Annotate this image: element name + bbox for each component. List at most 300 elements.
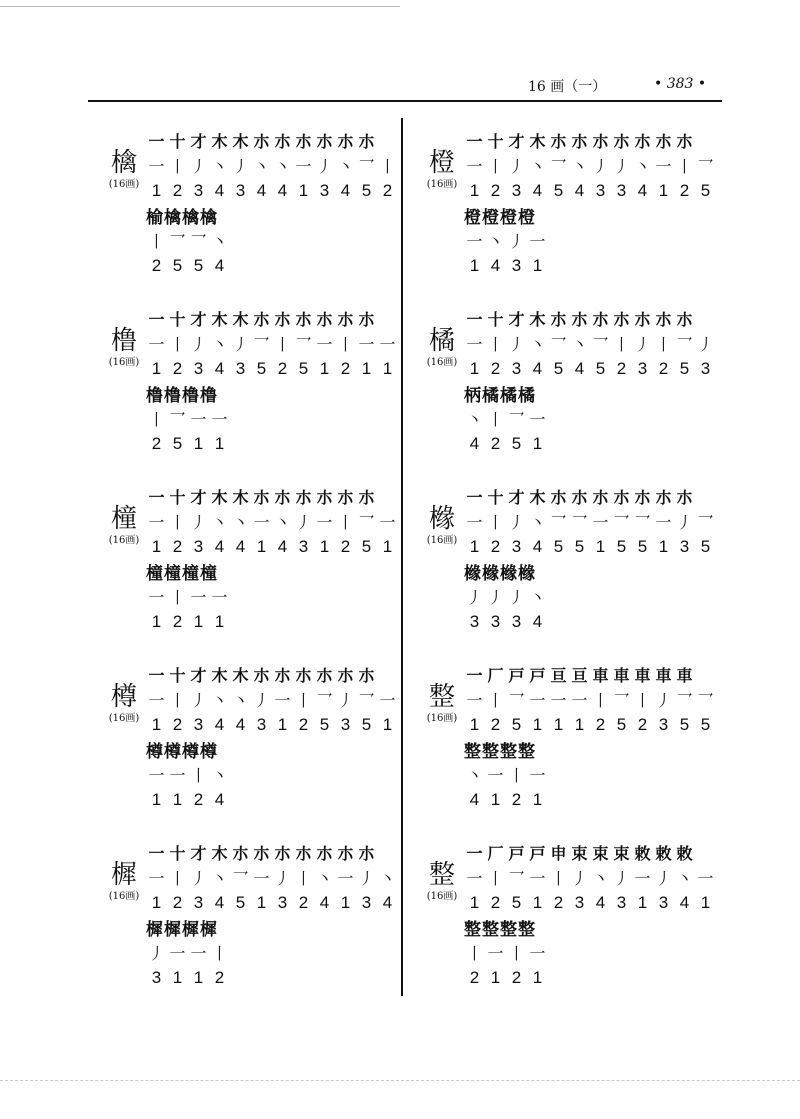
stroke-number-row [146,712,396,737]
stroke-number: 1 [256,892,267,912]
stroke-number: 4 [490,255,501,275]
stroke-progression-glyph: 朩 [358,666,375,685]
stroke-progression-glyph: 亘 [571,666,588,685]
stroke-progression-glyph: 戸 [508,844,525,863]
stroke-progression-glyph: 朩 [358,310,375,329]
stroke-number: 3 [235,180,246,200]
stroke-number: 2 [490,536,501,556]
stroke-number-row [146,534,396,559]
stroke-glyph: 丨 [169,691,186,710]
stroke-number: 3 [595,180,606,200]
stroke-glyph: 一 [316,513,333,532]
stroke-glyph: 一 [379,691,396,710]
stroke-number: 1 [340,892,351,912]
stroke-number: 1 [469,255,480,275]
stroke-progression-glyph: 朩 [253,488,270,507]
stroke-glyph: 一 [466,691,483,710]
stroke-glyph: 一 [550,691,567,710]
stroke-glyph: 丶 [274,157,291,176]
stroke-progression-glyph: 一 [466,310,483,329]
stroke-progression-glyph: 束 [613,844,630,863]
stroke-progression-continued: 整整整整 [464,742,536,762]
stroke-glyph: 丶 [529,513,546,532]
character-entry [96,484,396,662]
stroke-glyph: 乛 [508,410,525,429]
stroke-glyph: 乛 [697,691,714,710]
stroke-glyph: 一 [253,513,270,532]
stroke-order-row [146,331,396,356]
stroke-number: 1 [193,611,204,631]
stroke-progression-glyph: 朩 [274,488,291,507]
stroke-number: 4 [382,892,393,912]
stroke-number: 1 [637,892,648,912]
stroke-number: 2 [298,892,309,912]
stroke-glyph: 丶 [529,588,546,607]
stroke-progression-row [464,662,714,687]
stroke-progression-continued: 整整整整 [464,920,536,940]
stroke-glyph: 乛 [613,513,630,532]
stroke-order-row [146,865,396,890]
stroke-progression-continued: 橼橼橼橼 [464,564,536,584]
stroke-number: 5 [595,358,606,378]
stroke-glyph: 一 [148,691,165,710]
stroke-progression-glyph: 車 [676,666,693,685]
stroke-number: 3 [277,892,288,912]
stroke-number: 3 [340,714,351,734]
stroke-number: 5 [700,180,711,200]
stroke-order-row-continued [464,406,714,431]
entry-head [420,504,464,548]
stroke-glyph: 丨 [190,766,207,785]
stroke-glyph: 丨 [508,766,525,785]
stroke-number: 2 [151,255,162,275]
stroke-progression-glyph: 朩 [295,132,312,151]
stroke-glyph: 乛 [190,232,207,251]
entry-head [420,326,464,370]
stroke-count: (16画) [426,179,458,190]
stroke-number: 1 [532,255,543,275]
stroke-order-row-continued [464,940,714,965]
stroke-glyph: 乛 [634,513,651,532]
stroke-number: 1 [151,611,162,631]
stroke-number: 3 [193,536,204,556]
stroke-glyph: 乛 [676,335,693,354]
stroke-number: 1 [532,967,543,987]
stroke-number: 2 [340,536,351,556]
stroke-number: 5 [172,255,183,275]
stroke-progression-glyph: 木 [529,310,546,329]
stroke-glyph: 丿 [697,335,714,354]
stroke-progression-row [146,128,396,153]
stroke-number: 3 [193,180,204,200]
stroke-glyph: 乛 [508,691,525,710]
stroke-number: 4 [214,789,225,809]
stroke-number: 4 [637,180,648,200]
entry-character: 橼 [428,504,455,534]
stroke-progression-glyph: 才 [190,310,207,329]
stroke-progression-glyph: 木 [211,666,228,685]
stroke-glyph: 丶 [529,157,546,176]
stroke-glyph: 丶 [211,691,228,710]
stroke-progression-glyph: 朩 [295,666,312,685]
stroke-glyph: 丨 [592,691,609,710]
stroke-glyph: 一 [148,157,165,176]
stroke-count: (16画) [108,179,140,190]
stroke-glyph: 丿 [190,691,207,710]
stroke-progression-glyph: 朩 [571,310,588,329]
stroke-number: 4 [532,611,543,631]
stroke-number: 3 [658,714,669,734]
stroke-glyph: 乛 [676,691,693,710]
stroke-progression-glyph: 一 [148,488,165,507]
stroke-glyph: 丿 [634,335,651,354]
stroke-order-row [464,509,714,534]
stroke-glyph: 丶 [529,335,546,354]
stroke-glyph: 丨 [148,410,165,429]
stroke-glyph: 丨 [148,232,165,251]
stroke-number: 5 [553,358,564,378]
stroke-order-row-continued [146,762,396,787]
stroke-number: 1 [319,536,330,556]
stroke-progression-glyph: 十 [487,132,504,151]
entry-body [146,484,396,634]
character-entry [414,840,714,1018]
stroke-progression-glyph: 朩 [253,310,270,329]
stroke-number: 3 [490,611,501,631]
stroke-number: 1 [595,536,606,556]
entry-head [102,326,146,370]
stroke-number: 3 [319,180,330,200]
stroke-number: 5 [616,536,627,556]
stroke-glyph: 丿 [274,869,291,888]
stroke-progression-glyph: 敕 [676,844,693,863]
stroke-number: 4 [214,255,225,275]
stroke-progression-glyph: 朩 [274,666,291,685]
stroke-number: 2 [172,611,183,631]
stroke-number: 2 [298,714,309,734]
stroke-glyph: 乛 [697,513,714,532]
stroke-glyph: 一 [487,766,504,785]
stroke-number: 3 [193,892,204,912]
stroke-progression-glyph: 木 [211,844,228,863]
stroke-progression-glyph: 朩 [676,310,693,329]
character-entry [414,662,714,840]
stroke-glyph: 乛 [550,513,567,532]
stroke-number-row [146,356,396,381]
entry-character: 橙 [428,148,455,178]
right-column [414,128,714,1018]
stroke-number: 3 [511,358,522,378]
stroke-number: 2 [616,358,627,378]
stroke-progression-glyph: 朩 [550,132,567,151]
stroke-glyph: 乛 [358,513,375,532]
stroke-progression-continued: 柄橘橘橘 [464,386,536,406]
stroke-order-row-continued [464,228,714,253]
stroke-number: 2 [172,358,183,378]
stroke-progression-glyph: 車 [613,666,630,685]
entry-character: 橘 [428,326,455,356]
stroke-progression-glyph: 才 [190,488,207,507]
stroke-progression-continued: 榆檎檎檎 [146,208,218,228]
stroke-number: 4 [574,358,585,378]
stroke-progression-glyph: 十 [169,132,186,151]
stroke-progression-glyph: 木 [211,310,228,329]
stroke-order-row [464,331,714,356]
stroke-glyph: 丿 [337,691,354,710]
stroke-progression-glyph: 木 [232,310,249,329]
stroke-glyph: 丿 [508,335,525,354]
stroke-progression-glyph: 一 [466,132,483,151]
stroke-progression-row [464,840,714,865]
stroke-glyph: 一 [487,944,504,963]
stroke-glyph: 一 [529,410,546,429]
stroke-progression-glyph: 朩 [613,310,630,329]
stroke-number: 4 [574,180,585,200]
stroke-number: 1 [469,536,480,556]
stroke-glyph: 一 [529,691,546,710]
entry-head [420,860,464,904]
stroke-glyph: 丨 [169,513,186,532]
stroke-glyph: 乛 [295,335,312,354]
stroke-glyph: 一 [337,869,354,888]
stroke-number: 3 [658,892,669,912]
stroke-glyph: 丶 [487,232,504,251]
stroke-progression-glyph: 朩 [655,132,672,151]
stroke-number: 3 [574,892,585,912]
stroke-glyph: 丨 [487,157,504,176]
stroke-glyph: 丨 [634,691,651,710]
stroke-progression-glyph: 朩 [337,310,354,329]
stroke-number-row-continued [146,787,396,812]
stroke-number: 3 [151,967,162,987]
stroke-number: 1 [382,714,393,734]
stroke-number: 4 [235,714,246,734]
stroke-order-row [146,509,396,534]
stroke-progression-row [146,306,396,331]
stroke-progression-glyph: 朩 [655,488,672,507]
stroke-progression-glyph: 朩 [274,310,291,329]
stroke-number-row [464,178,714,203]
stroke-glyph: 一 [148,513,165,532]
entry-body [146,306,396,456]
stroke-progression-glyph: 亘 [550,666,567,685]
stroke-progression-glyph: 才 [190,666,207,685]
stroke-number: 1 [532,433,543,453]
stroke-glyph: 丿 [148,944,165,963]
stroke-progression-glyph: 朩 [634,488,651,507]
stroke-number: 3 [616,180,627,200]
stroke-glyph: 乛 [169,232,186,251]
stroke-glyph: 乛 [232,869,249,888]
stroke-number: 1 [469,892,480,912]
character-entry [96,128,396,306]
stroke-progression-glyph: 朩 [571,132,588,151]
stroke-number: 1 [151,536,162,556]
stroke-progression-glyph: 朩 [295,310,312,329]
stroke-progression-glyph: 十 [169,666,186,685]
stroke-number: 1 [256,536,267,556]
stroke-glyph: 丨 [487,691,504,710]
stroke-progression-glyph: 朩 [337,666,354,685]
stroke-progression-glyph: 朩 [295,844,312,863]
stroke-count: (16画) [108,357,140,368]
stroke-number: 2 [469,967,480,987]
stroke-glyph: 一 [655,157,672,176]
stroke-progression-continued: 橹橹橹橹 [146,386,218,406]
stroke-number-row-continued [146,431,396,456]
stroke-glyph: 丶 [466,766,483,785]
stroke-number: 1 [361,358,372,378]
stroke-number: 2 [172,892,183,912]
stroke-number: 4 [469,433,480,453]
stroke-count: (16画) [108,891,140,902]
stroke-glyph: 丿 [508,232,525,251]
stroke-number: 2 [595,714,606,734]
stroke-glyph: 丶 [592,869,609,888]
stroke-progression-glyph: 朩 [337,488,354,507]
column-divider [401,118,403,996]
stroke-glyph: 丶 [571,157,588,176]
stroke-progression-continued: 樽樽樽樽 [146,742,218,762]
stroke-glyph: 一 [466,335,483,354]
stroke-glyph: 丶 [571,335,588,354]
stroke-progression-glyph: 木 [529,132,546,151]
stroke-number: 1 [658,536,669,556]
stroke-number-row-continued [146,253,396,278]
stroke-number: 1 [469,180,480,200]
entry-head [420,148,464,192]
stroke-number: 1 [151,892,162,912]
stroke-glyph: 一 [529,232,546,251]
stroke-number: 4 [340,180,351,200]
stroke-number: 1 [214,611,225,631]
bottom-edge-line [0,1080,800,1081]
stroke-progression-glyph: 車 [634,666,651,685]
stroke-glyph: 丿 [676,513,693,532]
entry-character: 樨 [110,860,137,890]
header-title: 16 画（一） [528,79,607,95]
stroke-order-row [146,153,396,178]
stroke-glyph: 一 [466,232,483,251]
stroke-glyph: 一 [316,335,333,354]
entry-body [464,484,714,634]
stroke-glyph: 丶 [676,869,693,888]
stroke-glyph: 丨 [169,335,186,354]
stroke-number: 5 [553,536,564,556]
stroke-progression-glyph: 朩 [613,132,630,151]
stroke-number: 5 [637,536,648,556]
stroke-glyph: 丨 [487,335,504,354]
stroke-number: 1 [469,714,480,734]
stroke-glyph: 丿 [508,157,525,176]
stroke-order-row [464,153,714,178]
stroke-glyph: 丿 [613,157,630,176]
stroke-number: 2 [490,433,501,453]
stroke-glyph: 丨 [169,157,186,176]
stroke-glyph: 丿 [592,157,609,176]
stroke-number: 4 [214,536,225,556]
stroke-glyph: 丿 [190,157,207,176]
entry-head [420,682,464,726]
stroke-glyph: 丶 [316,869,333,888]
stroke-glyph: 丿 [316,157,333,176]
stroke-glyph: 一 [634,869,651,888]
stroke-glyph: 一 [148,335,165,354]
stroke-progression-glyph: 木 [232,666,249,685]
stroke-number: 3 [700,358,711,378]
stroke-glyph: 丶 [232,691,249,710]
stroke-number: 1 [277,714,288,734]
stroke-number: 4 [214,180,225,200]
stroke-number: 1 [574,714,585,734]
stroke-number: 3 [256,714,267,734]
stroke-glyph: 一 [697,869,714,888]
stroke-progression-glyph: 朩 [232,844,249,863]
stroke-progression-continued: 橦橦橦橦 [146,564,218,584]
stroke-number: 1 [172,789,183,809]
stroke-number: 2 [151,433,162,453]
stroke-glyph: 丶 [211,335,228,354]
stroke-progression-glyph: 才 [190,132,207,151]
stroke-glyph: 丿 [508,588,525,607]
stroke-progression-glyph: 才 [508,488,525,507]
stroke-progression-glyph: 朩 [316,844,333,863]
stroke-glyph: 一 [571,691,588,710]
stroke-number: 2 [679,180,690,200]
stroke-progression-glyph: 朩 [613,488,630,507]
stroke-number: 4 [532,358,543,378]
stroke-glyph: 一 [169,766,186,785]
stroke-progression-glyph: 木 [529,488,546,507]
stroke-progression-glyph: 敕 [655,844,672,863]
stroke-glyph: 一 [148,588,165,607]
stroke-number: 4 [277,536,288,556]
stroke-number: 5 [319,714,330,734]
stroke-number: 3 [511,611,522,631]
stroke-glyph: 丿 [571,869,588,888]
stroke-progression-glyph: 朩 [358,132,375,151]
stroke-number: 2 [658,358,669,378]
stroke-number: 2 [340,358,351,378]
stroke-count: (16画) [426,891,458,902]
stroke-progression-glyph: 十 [169,310,186,329]
stroke-count: (16画) [426,357,458,368]
stroke-glyph: 丨 [466,944,483,963]
stroke-number: 1 [151,180,162,200]
stroke-glyph: 丶 [466,410,483,429]
stroke-glyph: 乛 [550,335,567,354]
stroke-number: 2 [511,789,522,809]
stroke-glyph: 一 [190,588,207,607]
stroke-progression-glyph: 朩 [253,666,270,685]
stroke-progression-row [464,306,714,331]
stroke-glyph: 丨 [508,944,525,963]
stroke-number: 5 [193,255,204,275]
stroke-order-row-continued [464,762,714,787]
stroke-number: 2 [277,358,288,378]
stroke-number: 2 [637,714,648,734]
stroke-number-row [464,356,714,381]
stroke-number: 1 [193,967,204,987]
stroke-glyph: 乛 [613,691,630,710]
stroke-number: 5 [511,714,522,734]
stroke-number: 5 [700,714,711,734]
stroke-number: 4 [532,180,543,200]
stroke-progression-glyph: 朩 [358,844,375,863]
left-column [96,128,396,1018]
stroke-glyph: 乛 [358,157,375,176]
stroke-number: 5 [235,892,246,912]
